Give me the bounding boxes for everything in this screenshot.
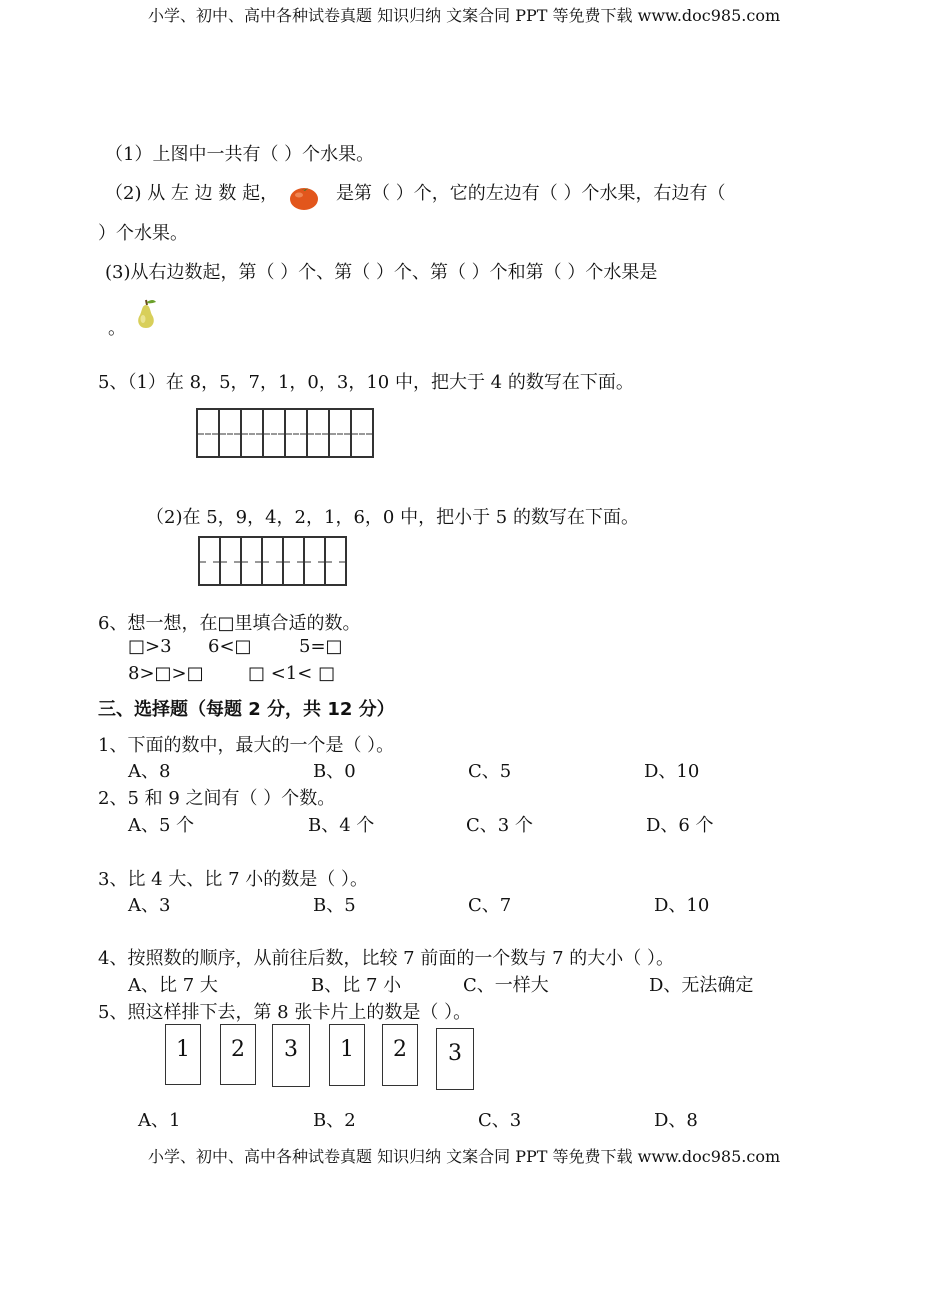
mc2-option-d[interactable]: D、6 个	[646, 815, 714, 836]
number-card: 3	[436, 1028, 474, 1090]
q4-part2-start: （2) 从 左 边 数 起，	[105, 183, 279, 204]
mc5-option-b[interactable]: B、2	[313, 1110, 356, 1131]
q6-blank-3: 5=□	[299, 636, 343, 657]
mc5-option-c[interactable]: C、3	[478, 1110, 522, 1131]
mc3-option-b[interactable]: B、5	[313, 895, 356, 916]
q5-part2: （2)在 5，9，4，2，1，6，0 中，把小于 5 的数写在下面。	[146, 507, 639, 528]
grid-cell[interactable]	[326, 538, 347, 584]
mc5-option-d[interactable]: D、8	[654, 1110, 698, 1131]
q6-blank-5: □ <1< □	[248, 663, 336, 684]
mc5-option-a[interactable]: A、1	[138, 1110, 181, 1131]
mc4-option-d[interactable]: D、无法确定	[649, 975, 754, 996]
grid-cell[interactable]	[263, 538, 284, 584]
mc-question-2: 2、5 和 9 之间有（ ）个数。	[98, 788, 336, 809]
pear-icon	[133, 297, 159, 329]
mc3-option-c[interactable]: C、7	[468, 895, 512, 916]
page-header: 小学、初中、高中各种试卷真题 知识归纳 文案合同 PPT 等免费下载 www.doc985.com	[148, 6, 781, 25]
q6-blank-1: □>3	[128, 636, 172, 657]
grid-cell[interactable]	[330, 410, 352, 456]
grid-cell[interactable]	[308, 410, 330, 456]
grid-cell[interactable]	[305, 538, 326, 584]
mc4-option-c[interactable]: C、一样大	[463, 975, 549, 996]
q6-title: 6、想一想，在□里填合适的数。	[98, 613, 361, 634]
grid-cell[interactable]	[198, 410, 220, 456]
mc-question-5: 5、照这样排下去，第 8 张卡片上的数是（ ）。	[98, 1002, 472, 1023]
q4-part2-middle: 是第（ ）个，它的左边有（ ）个水果，右边有（	[336, 183, 726, 204]
mc3-option-d[interactable]: D、10	[654, 895, 710, 916]
q6-blank-2: 6<□	[208, 636, 252, 657]
q6-blank-4: 8>□>□	[128, 663, 204, 684]
mc4-option-b[interactable]: B、比 7 小	[311, 975, 402, 996]
grid-cell[interactable]	[200, 538, 221, 584]
q4-part3-end: 。	[108, 318, 126, 339]
mc4-option-a[interactable]: A、比 7 大	[128, 975, 218, 996]
q4-part1: （1）上图中一共有（ ）个水果。	[105, 144, 375, 165]
mc1-option-a[interactable]: A、8	[128, 761, 171, 782]
mc3-option-a[interactable]: A、3	[128, 895, 171, 916]
mc-question-1: 1、下面的数中，最大的一个是（ ）。	[98, 735, 395, 756]
mc1-option-d[interactable]: D、10	[644, 761, 700, 782]
q4-part2-end: ）个水果。	[98, 223, 188, 244]
section-title: 三、选择题（每题 2 分，共 12 分）	[98, 699, 395, 720]
grid-cell[interactable]	[352, 410, 374, 456]
tomato-icon	[288, 180, 320, 212]
number-card: 1	[165, 1024, 201, 1085]
grid-cell[interactable]	[242, 410, 264, 456]
grid-cell[interactable]	[220, 410, 242, 456]
grid-cell[interactable]	[264, 410, 286, 456]
mc1-option-c[interactable]: C、5	[468, 761, 512, 782]
mc-question-4: 4、按照数的顺序，从前往后数，比较 7 前面的一个数与 7 的大小（ ）。	[98, 948, 674, 969]
q5-part1: 5、（1）在 8，5，7，1，0，3，10 中，把大于 4 的数写在下面。	[98, 372, 634, 393]
grid-cell[interactable]	[286, 410, 308, 456]
number-card: 1	[329, 1024, 365, 1086]
q4-part3: (3)从右边数起，第（ ）个、第（ ）个、第（ ）个和第（ ）个水果是	[105, 262, 658, 283]
grid-cell[interactable]	[221, 538, 242, 584]
mc2-option-b[interactable]: B、4 个	[308, 815, 375, 836]
grid-cell[interactable]	[242, 538, 263, 584]
number-card: 2	[220, 1024, 256, 1085]
grid-cell[interactable]	[284, 538, 305, 584]
mc-question-3: 3、比 4 大、比 7 小的数是（ ）。	[98, 869, 368, 890]
page-footer: 小学、初中、高中各种试卷真题 知识归纳 文案合同 PPT 等免费下载 www.doc985.com	[148, 1147, 781, 1166]
mc1-option-b[interactable]: B、0	[313, 761, 356, 782]
mc2-option-c[interactable]: C、3 个	[466, 815, 533, 836]
mc2-option-a[interactable]: A、5 个	[128, 815, 195, 836]
answer-grid-2	[198, 536, 347, 586]
number-card: 2	[382, 1024, 418, 1086]
number-card: 3	[272, 1024, 310, 1087]
answer-grid-1	[196, 408, 374, 458]
